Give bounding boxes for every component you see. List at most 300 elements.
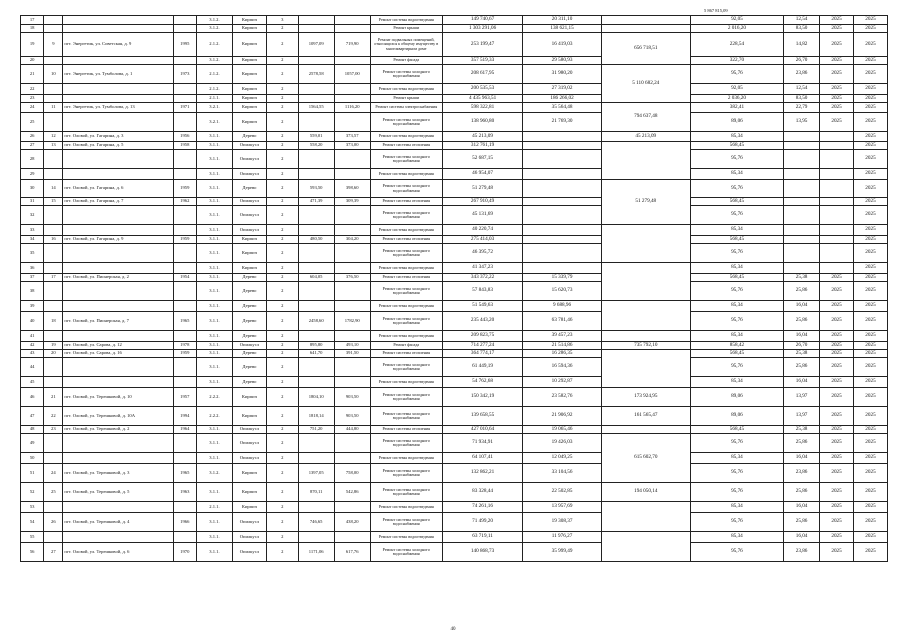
table-row xyxy=(21,331,888,342)
unit-extra-cell: 26,70 xyxy=(784,57,820,65)
work-cost-cell: 74 261,16 xyxy=(442,502,523,513)
extra-cost-cell xyxy=(523,198,601,206)
floors-cell: 2 xyxy=(266,84,298,95)
unit-extra-cell xyxy=(784,236,820,244)
row-number-cell: 44 xyxy=(21,358,44,377)
work-type-cell: Ремонт системы отопления xyxy=(370,236,442,244)
unit-extra-cell: 26,70 xyxy=(784,342,820,350)
extra-cost-cell xyxy=(523,244,601,263)
unit-cost-cell: 85,34 xyxy=(690,132,783,142)
total-area-cell: 559,01 xyxy=(298,132,334,142)
plan-year-end-cell: 2025 xyxy=(853,426,887,434)
work-type-cell: Ремонт системы водоотведения xyxy=(370,301,442,312)
plan-year-start-cell xyxy=(820,198,854,206)
plan-year-end-cell: 2025 xyxy=(853,33,887,57)
work-cost-cell: 46 954,07 xyxy=(442,169,523,180)
work-type-cell: Ремонт системы водоотведения xyxy=(370,225,442,236)
total-area-cell: 558,20 xyxy=(298,142,334,150)
wall-material-cell: Опилкусл xyxy=(232,513,266,532)
plan-year-start-cell xyxy=(820,225,854,236)
extra-cost-cell: 9 688,96 xyxy=(523,301,601,312)
unit-extra-cell xyxy=(784,263,820,274)
work-cost-cell: 343 372,22 xyxy=(442,274,523,282)
plan-year-end-cell: 2025 xyxy=(853,84,887,95)
carry-over-total: 5 867 815,09 xyxy=(704,8,728,13)
work-type-cell: Ремонт системы холодного водоснабжения xyxy=(370,464,442,483)
row-number-cell: 33 xyxy=(21,225,44,236)
wall-material-cell: Опилкусл xyxy=(232,225,266,236)
floors-cell: 2 xyxy=(266,225,298,236)
total-area-cell xyxy=(298,16,334,25)
extra-cost-cell xyxy=(523,236,601,244)
work-cost-cell: 4 435 963,51 xyxy=(442,95,523,103)
table-row xyxy=(21,532,888,543)
plan-year-end-cell: 2025 xyxy=(853,342,887,350)
work-cost-cell: 46 395,72 xyxy=(442,244,523,263)
total-area-cell: 2578,58 xyxy=(298,65,334,84)
unit-extra-cell: 13,95 xyxy=(784,113,820,132)
category-cell: 3.1.2. xyxy=(196,16,232,25)
unit-extra-cell: 13,97 xyxy=(784,388,820,407)
build-year-cell xyxy=(173,301,196,312)
category-cell: 3.1.1. xyxy=(196,483,232,502)
build-year-cell: 1964 xyxy=(173,426,196,434)
address-cell: пгт. Оловой, ул. Терешковой, д. 10 xyxy=(63,388,173,407)
work-cost-cell: 364 774,17 xyxy=(442,350,523,358)
house-total-cell xyxy=(601,331,690,342)
unit-cost-cell: 228,54 xyxy=(690,33,783,57)
work-cost-cell: 267 910,49 xyxy=(442,198,523,206)
build-year-cell xyxy=(173,25,196,33)
work-type-cell: Ремонт системы водоотведения xyxy=(370,132,442,142)
floors-cell: 2 xyxy=(266,407,298,426)
plan-year-start-cell: 2025 xyxy=(820,65,854,84)
address-cell: пгт. Энергетик, ул. Тумболова, д. 1 xyxy=(63,65,173,84)
row-number-cell: 23 xyxy=(21,95,44,103)
unit-extra-cell: 83,50 xyxy=(784,95,820,103)
row-number-cell: 30 xyxy=(21,180,44,198)
work-type-cell: Ремонт системы отопления xyxy=(370,198,442,206)
work-cost-cell: 200 535,53 xyxy=(442,84,523,95)
work-type-cell: Ремонт системы холодного водоснабжения xyxy=(370,244,442,263)
extra-cost-cell xyxy=(523,150,601,169)
extra-cost-cell xyxy=(523,180,601,198)
work-cost-cell: 40 220,74 xyxy=(442,225,523,236)
plan-year-start-cell xyxy=(820,150,854,169)
floors-cell: 2 xyxy=(266,113,298,132)
address-cell: пгт. Оловой, ул. Гагарина, д. 6 xyxy=(63,180,173,198)
living-area-cell: 373,57 xyxy=(334,132,370,142)
category-cell: 3.1.1. xyxy=(196,358,232,377)
house-number-cell xyxy=(44,206,63,225)
house-number-cell xyxy=(44,25,63,33)
work-cost-cell: 71 934,91 xyxy=(442,434,523,453)
category-cell: 2.1.2. xyxy=(196,84,232,95)
total-area-cell xyxy=(298,453,334,464)
plan-year-start-cell xyxy=(820,244,854,263)
table-row xyxy=(21,57,888,65)
unit-cost-cell: 95,76 xyxy=(690,282,783,301)
category-cell: 3.1.1. xyxy=(196,132,232,142)
house-number-cell: 11 xyxy=(44,103,63,113)
plan-year-start-cell xyxy=(820,132,854,142)
floors-cell: 2 xyxy=(266,274,298,282)
wall-material-cell: Опилкусл xyxy=(232,453,266,464)
wall-material-cell: Кирпич xyxy=(232,407,266,426)
house-total-cell xyxy=(601,16,690,25)
table-row xyxy=(21,483,888,502)
house-number-cell xyxy=(44,453,63,464)
unit-cost-cell: 95,76 xyxy=(690,434,783,453)
plan-year-start-cell: 2025 xyxy=(820,33,854,57)
address-cell xyxy=(63,169,173,180)
address-cell xyxy=(63,453,173,464)
house-number-cell xyxy=(44,263,63,274)
unit-cost-cell: 95,76 xyxy=(690,483,783,502)
total-area-cell xyxy=(298,206,334,225)
house-number-cell xyxy=(44,244,63,263)
plan-year-end-cell: 2025 xyxy=(853,377,887,388)
build-year-cell: 1995 xyxy=(173,33,196,57)
table-row xyxy=(21,206,888,225)
table-row xyxy=(21,180,888,198)
wall-material-cell: Опилкусл xyxy=(232,198,266,206)
total-area-cell xyxy=(298,150,334,169)
wall-material-cell: Кирпич xyxy=(232,236,266,244)
unit-cost-cell: 89,06 xyxy=(690,113,783,132)
total-area-cell xyxy=(298,434,334,453)
unit-cost-cell: 322,70 xyxy=(690,57,783,65)
extra-cost-cell: 10 292,87 xyxy=(523,377,601,388)
unit-cost-cell: 85,34 xyxy=(690,263,783,274)
unit-cost-cell: 95,76 xyxy=(690,180,783,198)
plan-year-end-cell: 2025 xyxy=(853,263,887,274)
floors-cell: 2 xyxy=(266,331,298,342)
house-total-cell: 173 924,95 xyxy=(601,388,690,407)
wall-material-cell: Опилкусл xyxy=(232,543,266,562)
total-area-cell xyxy=(298,169,334,180)
category-cell: 3.1.1. xyxy=(196,225,232,236)
plan-year-end-cell: 2025 xyxy=(853,103,887,113)
plan-year-end-cell: 2025 xyxy=(853,453,887,464)
row-number-cell: 36 xyxy=(21,263,44,274)
unit-cost-cell: 95,76 xyxy=(690,150,783,169)
plan-year-start-cell: 2025 xyxy=(820,57,854,65)
living-area-cell: 1782,90 xyxy=(334,312,370,331)
unit-cost-cell: 92,05 xyxy=(690,16,783,25)
unit-cost-cell: 85,34 xyxy=(690,169,783,180)
category-cell: 3.1.1. xyxy=(196,198,232,206)
extra-cost-cell: 15 620,73 xyxy=(523,282,601,301)
plan-year-start-cell: 2025 xyxy=(820,113,854,132)
build-year-cell xyxy=(173,206,196,225)
unit-extra-cell: 25,86 xyxy=(784,513,820,532)
build-year-cell xyxy=(173,57,196,65)
address-cell xyxy=(63,358,173,377)
table-row xyxy=(21,502,888,513)
table-row xyxy=(21,350,888,358)
living-area-cell: 398,60 xyxy=(334,180,370,198)
row-number-cell: 56 xyxy=(21,543,44,562)
house-number-cell: 10 xyxy=(44,65,63,84)
address-cell xyxy=(63,331,173,342)
work-cost-cell: 51 549,63 xyxy=(442,301,523,312)
unit-cost-cell: 568,45 xyxy=(690,350,783,358)
work-cost-cell: 45 131,69 xyxy=(442,206,523,225)
work-type-cell: Ремонт крыши xyxy=(370,95,442,103)
house-number-cell: 15 xyxy=(44,198,63,206)
living-area-cell: 376,50 xyxy=(334,274,370,282)
address-cell xyxy=(63,113,173,132)
house-total-cell xyxy=(601,25,690,33)
unit-extra-cell: 12,54 xyxy=(784,16,820,25)
address-cell xyxy=(63,16,173,25)
house-number-cell: 14 xyxy=(44,180,63,198)
row-number-cell: 53 xyxy=(21,502,44,513)
unit-extra-cell: 16,04 xyxy=(784,502,820,513)
living-area-cell xyxy=(334,331,370,342)
work-cost-cell: 140 868,73 xyxy=(442,543,523,562)
work-type-cell: Ремонт системы холодного водоснабжения xyxy=(370,407,442,426)
extra-cost-cell xyxy=(523,132,601,142)
wall-material-cell: Кирпич xyxy=(232,103,266,113)
wall-material-cell: Кирпич xyxy=(232,25,266,33)
address-cell: пгт. Оловой, ул. Гагарина, д. 7 xyxy=(63,198,173,206)
category-cell: 3.1.1. xyxy=(196,274,232,282)
table-row xyxy=(21,244,888,263)
extra-cost-cell xyxy=(523,263,601,274)
unit-cost-cell: 568,45 xyxy=(690,274,783,282)
plan-year-start-cell: 2025 xyxy=(820,282,854,301)
house-total-cell xyxy=(601,502,690,532)
row-number-cell: 37 xyxy=(21,274,44,282)
house-total-cell xyxy=(601,225,690,263)
house-total-cell: 794 637,48 xyxy=(601,103,690,132)
row-number-cell: 19 xyxy=(21,33,44,57)
wall-material-cell: Дерево xyxy=(232,377,266,388)
unit-extra-cell xyxy=(784,206,820,225)
wall-material-cell: Дерево xyxy=(232,132,266,142)
unit-extra-cell: 25,38 xyxy=(784,350,820,358)
row-number-cell: 18 xyxy=(21,25,44,33)
unit-extra-cell: 83,50 xyxy=(784,25,820,33)
plan-year-start-cell: 2025 xyxy=(820,434,854,453)
category-cell: 3.1.1. xyxy=(196,282,232,301)
build-year-cell: 1959 xyxy=(173,180,196,198)
address-cell xyxy=(63,25,173,33)
category-cell: 3.1.1. xyxy=(196,206,232,225)
unit-cost-cell: 95,76 xyxy=(690,206,783,225)
work-cost-cell: 132 862,21 xyxy=(442,464,523,483)
work-type-cell: Ремонт системы водоотведения xyxy=(370,16,442,25)
plan-year-start-cell: 2025 xyxy=(820,25,854,33)
plan-year-start-cell: 2025 xyxy=(820,426,854,434)
unit-cost-cell: 85,34 xyxy=(690,453,783,464)
house-total-cell xyxy=(601,263,690,301)
unit-extra-cell xyxy=(784,142,820,150)
work-type-cell: Ремонт системы холодного водоснабжения xyxy=(370,65,442,84)
house-total-cell xyxy=(601,426,690,434)
table-row xyxy=(21,464,888,483)
unit-cost-cell: 95,76 xyxy=(690,244,783,263)
wall-material-cell: Опилкусл xyxy=(232,426,266,434)
row-number-cell: 22 xyxy=(21,84,44,95)
floors-cell: 2 xyxy=(266,426,298,434)
plan-year-end-cell: 2025 xyxy=(853,513,887,532)
house-number-cell xyxy=(44,358,63,377)
unit-cost-cell: 89,06 xyxy=(690,388,783,407)
plan-year-start-cell: 2025 xyxy=(820,84,854,95)
table-row xyxy=(21,33,888,57)
unit-cost-cell: 95,76 xyxy=(690,65,783,84)
unit-cost-cell: 2 016,20 xyxy=(690,25,783,33)
work-cost-cell: 357 519,33 xyxy=(442,57,523,65)
work-cost-cell: 41 347,23 xyxy=(442,263,523,274)
table-row xyxy=(21,263,888,274)
plan-year-end-cell: 2025 xyxy=(853,180,887,198)
unit-cost-cell: 2 036,20 xyxy=(690,95,783,103)
total-area-cell xyxy=(298,95,334,103)
plan-year-start-cell: 2025 xyxy=(820,543,854,562)
living-area-cell xyxy=(334,301,370,312)
extra-cost-cell: 19 065,46 xyxy=(523,426,601,434)
build-year-cell xyxy=(173,502,196,513)
plan-year-end-cell: 2025 xyxy=(853,434,887,453)
house-number-cell xyxy=(44,331,63,342)
wall-material-cell: Кирпич xyxy=(232,65,266,84)
build-year-cell: 1966 xyxy=(173,513,196,532)
floors-cell: 2 xyxy=(266,33,298,57)
living-area-cell: 444,80 xyxy=(334,426,370,434)
house-number-cell xyxy=(44,434,63,453)
house-number-cell xyxy=(44,377,63,388)
table-row xyxy=(21,377,888,388)
address-cell: пгт. Оловой, ул. Терешковой, д. 2 xyxy=(63,426,173,434)
total-area-cell xyxy=(298,331,334,342)
unit-extra-cell: 13,97 xyxy=(784,407,820,426)
table-row xyxy=(21,513,888,532)
plan-year-end-cell: 2025 xyxy=(853,282,887,301)
work-type-cell: Ремонт системы водоотведения xyxy=(370,169,442,180)
unit-cost-cell: 85,34 xyxy=(690,377,783,388)
build-year-cell xyxy=(173,331,196,342)
build-year-cell xyxy=(173,150,196,169)
build-year-cell xyxy=(173,453,196,464)
house-number-cell xyxy=(44,225,63,236)
total-area-cell: 2458,60 xyxy=(298,312,334,331)
row-number-cell: 45 xyxy=(21,377,44,388)
plan-year-start-cell xyxy=(820,236,854,244)
category-cell: 3.1.1. xyxy=(196,244,232,263)
extra-cost-cell: 16 594,36 xyxy=(523,358,601,377)
living-area-cell: 617,76 xyxy=(334,543,370,562)
address-cell: пгт. Оловой, ул. Терешковой, д. 5 xyxy=(63,483,173,502)
build-year-cell: 1970 xyxy=(173,543,196,562)
address-cell: пгт. Оловой, ул. Терешковой, д. 4 xyxy=(63,513,173,532)
wall-material-cell: Опилкусл xyxy=(232,206,266,225)
living-area-cell xyxy=(334,502,370,513)
wall-material-cell: Опилкусл xyxy=(232,434,266,453)
build-year-cell xyxy=(173,225,196,236)
living-area-cell: 542,86 xyxy=(334,483,370,502)
floors-cell: 2 xyxy=(266,543,298,562)
plan-year-start-cell: 2025 xyxy=(820,103,854,113)
build-year-cell: 1965 xyxy=(173,464,196,483)
extra-cost-cell: 16 419,03 xyxy=(523,33,601,57)
work-type-cell: Ремонт системы водоотведения xyxy=(370,263,442,274)
house-number-cell xyxy=(44,169,63,180)
extra-cost-cell: 33 104,56 xyxy=(523,464,601,483)
wall-material-cell: Кирпич xyxy=(232,16,266,25)
plan-year-end-cell: 2025 xyxy=(853,502,887,513)
plan-year-start-cell xyxy=(820,142,854,150)
build-year-cell xyxy=(173,244,196,263)
plan-year-start-cell xyxy=(820,263,854,274)
plan-year-end-cell: 2025 xyxy=(853,142,887,150)
wall-material-cell: Дерево xyxy=(232,350,266,358)
category-cell: 2.1.1. xyxy=(196,95,232,103)
row-number-cell: 27 xyxy=(21,142,44,150)
row-number-cell: 39 xyxy=(21,301,44,312)
address-cell xyxy=(63,206,173,225)
extra-cost-cell: 15 339,79 xyxy=(523,274,601,282)
work-cost-cell: 138 960,80 xyxy=(442,113,523,132)
extra-cost-cell: 138 621,15 xyxy=(523,25,601,33)
floors-cell: 2 xyxy=(266,312,298,331)
plan-year-end-cell: 2025 xyxy=(853,198,887,206)
build-year-cell xyxy=(173,282,196,301)
total-area-cell: 593,50 xyxy=(298,180,334,198)
plan-year-end-cell: 2025 xyxy=(853,225,887,236)
floors-cell: 2 xyxy=(266,206,298,225)
extra-cost-cell xyxy=(523,206,601,225)
unit-cost-cell: 85,34 xyxy=(690,502,783,513)
row-number-cell: 26 xyxy=(21,132,44,142)
floors-cell: 2 xyxy=(266,65,298,84)
work-type-cell: Ремонт системы водоотведения xyxy=(370,532,442,543)
table-row xyxy=(21,113,888,132)
address-cell: пгт. Оловой, ул. Терешковой, д. 3 xyxy=(63,464,173,483)
extra-cost-cell: 21 769,30 xyxy=(523,113,601,132)
plan-year-start-cell: 2025 xyxy=(820,312,854,331)
row-number-cell: 48 xyxy=(21,426,44,434)
floors-cell: 2 xyxy=(266,57,298,65)
wall-material-cell: Дерево xyxy=(232,358,266,377)
plan-year-end-cell: 2025 xyxy=(853,236,887,244)
living-area-cell: 493,10 xyxy=(334,342,370,350)
work-type-cell: Ремонт системы отопления xyxy=(370,350,442,358)
work-cost-cell: 208 617,95 xyxy=(442,65,523,84)
row-number-cell: 25 xyxy=(21,113,44,132)
plan-year-end-cell: 2025 xyxy=(853,388,887,407)
row-number-cell: 32 xyxy=(21,206,44,225)
build-year-cell: 1959 xyxy=(173,350,196,358)
extra-cost-cell xyxy=(523,142,601,150)
plan-year-end-cell: 2025 xyxy=(853,532,887,543)
plan-year-start-cell: 2025 xyxy=(820,483,854,502)
address-cell xyxy=(63,532,173,543)
row-number-cell: 43 xyxy=(21,350,44,358)
build-year-cell: 1956 xyxy=(173,132,196,142)
category-cell: 3.1.1. xyxy=(196,513,232,532)
house-number-cell xyxy=(44,532,63,543)
work-type-cell: Ремонт системы холодного водоснабжения xyxy=(370,483,442,502)
row-number-cell: 28 xyxy=(21,150,44,169)
address-cell xyxy=(63,244,173,263)
category-cell: 2.1.2. xyxy=(196,33,232,57)
unit-cost-cell: 95,76 xyxy=(690,513,783,532)
floors-cell: 2 xyxy=(266,350,298,358)
